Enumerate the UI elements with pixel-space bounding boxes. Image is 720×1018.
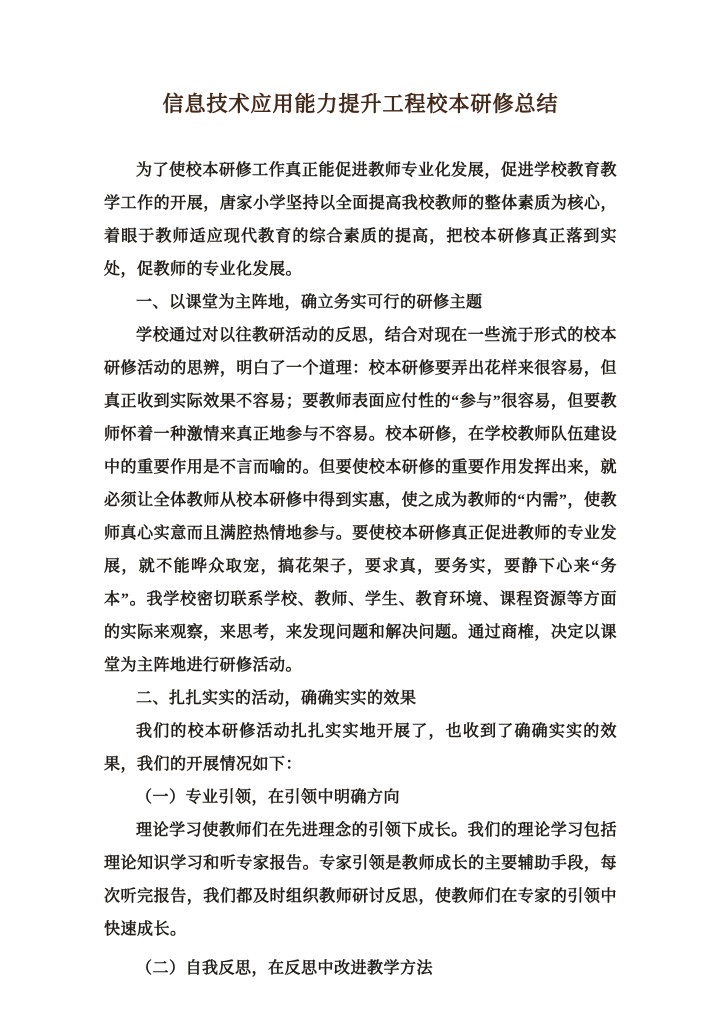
- section-heading-1: 一、以课堂为主阵地，确立务实可行的研修主题: [136, 294, 483, 311]
- page-title: 信息技术应用能力提升工程校本研修总结: [162, 92, 559, 116]
- body-paragraph: 我们的校本研修活动扎扎实实地开展了，也收到了确确实实的效果，我们的开展情况如下：: [104, 723, 617, 773]
- body-paragraph: 学校通过对以往教研活动的反思，结合对现在一些流于形式的校本研修活动的思辨，明白了一个道理：校本研修要弄出花样来很容易，但真正收到实际效果不容易；要教师表面应付性的“参与”很容易，但要教师怀着一种激情来真正地参与不容易。校本研修，在学校教师队伍建设中的重要作用是不言而喻的。但要使校本研修的重要作用发挥出来，就必须让全体教师从校本研修中得到实惠，使之成为教师的“内需”，使教师真心实意而且满腔热情地参与。要使校本研修真正促进教师的专业发展，就不能哗众取宠，搞花架子，要求真，要务实，要静下心来“务本”。我学校密切联系学校、教师、学生、教育环境、课程资源等方面的实际来观察，来思考，来发现问题和解决问题。通过商榷，决定以课堂为主阵地进行研修活动。: [104, 327, 617, 674]
- body-paragraph: 为了使校本研修工作真正能促进教师专业化发展，促进学校教育教学工作的开展，唐家小学坚持以全面提高我校教师的整体素质为核心，着眼于教师适应现代教育的综合素质的提高，把校本研修真正落到实处，促教师的专业化发展。: [104, 162, 617, 278]
- body-paragraph: 理论学习使教师们在先进理念的引领下成长。我们的理论学习包括理论知识学习和听专家报告。专家引领是教师成长的主要辅助手段，每次听完报告，我们都及时组织教师研讨反思，使教师们在专家的引领中快速成长。: [104, 822, 617, 938]
- sub-section-heading-2: （二）自我反思，在反思中改进教学方法: [136, 960, 434, 977]
- section-heading-2: 二、扎扎实实的活动，确确实实的效果: [136, 690, 417, 707]
- sub-section-heading-1: （一）专业引领，在引领中明确方向: [136, 789, 401, 806]
